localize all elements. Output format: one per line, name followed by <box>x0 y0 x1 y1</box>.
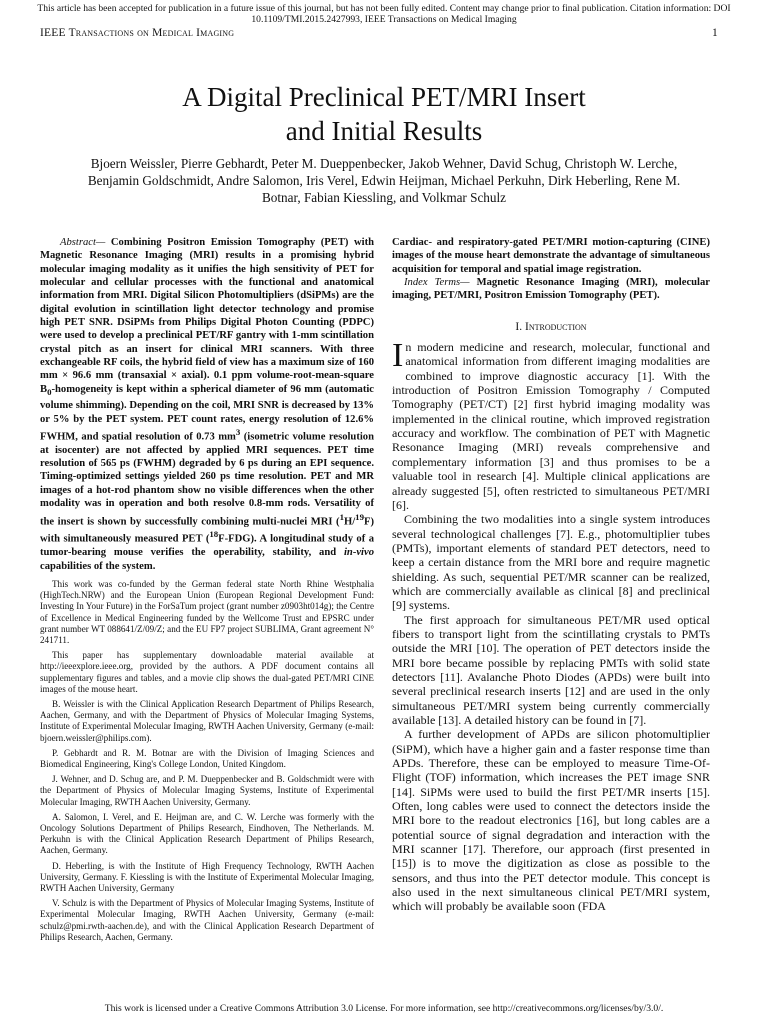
footnote-funding: This work was co-funded by the German federal state North Rhine Westphalia (HighTech.NRW) and the European Union (European Regional Development Fund: Investing In Your Future) in the ForSaTum project (grant number z0903ht014g); the Centre of Excellence in Medical Engineering funded by the Wellcome Trust and EPSRC under grant number WT 088641/Z/09/Z; and the EU FP7 project SUBLIMA, Grant agreement N° 241711. <box>40 578 374 645</box>
abstract-continued: Cardiac- and respiratory-gated PET/MRI motion-capturing (CINE) images of the mouse heart demonstrate the advantage of simultaneous acquisition for temporal and spatial image registration. <box>392 237 710 275</box>
license-footer: This work is licensed under a Creative Commons Attribution 3.0 License. For more information, see http://creativecommons.org/licenses/by/3.0/. <box>104 1003 664 1014</box>
page-number: 1 <box>712 27 718 39</box>
abstract-sup-1: 1 <box>339 511 344 522</box>
paper-title <box>40 80 728 148</box>
abstract <box>40 236 374 573</box>
abstract-sub-b0: 0 <box>47 386 52 397</box>
abstract-text-a: Combining Positron Emission Tomography (PET) with Magnetic Resonance Imaging (MRI) results in a promising hybrid molecular imaging modality as it unifies the high sensitivity of PET for molecular and cellular processes with the functional and anatomical information from MRI. Digital Silicon Photomultipliers (dSiPMs) are the digital evolution in scintillation light detector technology and promise high PET SNR. DSiPMs from Philips Digital Photon Counting (PDPC) were used to develop a preclinical PET/RF gantry with 1-mm scintillation crystal pitch as an insert for clinical MRI scanners. With three exchangeable RF coils, the hybrid field of view has a maximum size of 160 mm × 96.6 mm (transaxial × axial). 0.1 ppm volume-root-mean-square B <box>40 237 374 395</box>
introduction-body <box>392 337 710 914</box>
footnote-affiliation: J. Wehner, and D. Schug are, and P. M. Dueppenbecker and B. Goldschmidt were with the Department of Physics of Molecular Imaging Systems, Institute of Experimental Molecular Imaging, RWTH Aachen University, Germany. <box>40 774 374 807</box>
abstract-text-b: -homogeneity is kept within a spherical diameter of 96 mm (automatic volume shimming). Depending on the coil, MRI SNR is decreased by 13% or 5% by the PET system. PET count rates, energy resolution of 12.6% FWHM, and spatial resolution of 0.73 mm <box>40 383 374 443</box>
abstract-invivo: in-vivo <box>343 547 374 559</box>
abstract-text-f: F-FDG). A longitudinal study of a tumor-bearing mouse verifies the operability, stability, and <box>40 533 374 559</box>
intro-paragraph-3: The first approach for simultaneous PET/MR used optical fibers to transport light from the scintillating crystals to PMTs outside the MRI [10]. The operation of PET detectors inside the MRI bore became possible by replacing PMTs with solid state detectors [11]. Avalanche Photo Diodes (APDs) were built into several preclinical research inserts [12] and are used in the only simultaneous PET/MRI system being currently commercially available [13]. A detailed history can be found in [7]. <box>392 612 710 727</box>
publication-notice: This article has been accepted for publication in a future issue of this journal, but has not been fully edited. Content may change prior to final publication. Citation information: DOI 10.1109/TMI.2015.2427993, IEEE Transactions on Medical Imaging <box>37 3 731 25</box>
footnote-affiliation: P. Gebhardt and R. M. Botnar are with the Division of Imaging Sciences and Biomedical Engineering, King's College London, United Kingdom. <box>40 747 374 769</box>
index-terms-text: Magnetic Resonance Imaging (MRI), molecular imaging, PET/MRI, Positron Emission Tomography (PET). <box>392 277 710 302</box>
abstract-sup-19: 19 <box>355 511 364 522</box>
abstract-text-g: capabilities of the system. <box>40 560 156 572</box>
abstract-text-c: (isometric volume resolution at isocenter) are not affected by applied MRI sequences. PET time resolution of 565 ps (FWHM) degraded by 6 ps during an EPI sequence. Timing-optimized settings yielded 260 ps time resolution. PET and MR images of a hot-rod phantom show no visible differences when the other modality was in operation and both resolve 0.8-mm rods. Versatility of the insert is shown by successfully combining multi-nuclei MRI ( <box>40 431 374 528</box>
journal-name: IEEE Transactions on Medical Imaging <box>40 27 235 39</box>
intro-paragraph-4: A further development of APDs are silicon photomultiplier (SiPM), which have a higher gain and a faster response time than APDs. Therefore, these can be employed to measure Time-Of-Flight (TOF) information, which increases the PET image SNR [14]. SiPMs were used to build the first PET/MR inserts [15]. Often, long cables were used to connect the detectors inside the MRI bore to the readout electronics [16], but long cables are a potential source of signal degradation and interaction with the MRI scanner [17]. Therefore, our approach (first presented in [15]) is to move the digitization as close as possible to the sensors, and thus into the PET detector module. This concept is also used in the next simultaneous clinical PET/MRI system, which will probably be available soon (FDA <box>392 727 710 914</box>
section-title: Introduction <box>524 320 587 333</box>
intro-paragraph-2: Combining the two modalities into a single system introduces several technological challenges [7]. E.g., photomultiplier tubes (PMTs), important elements of standard PET detectors, need to keep a certain distance from the MRI bore and require magnetic shielding. As such, sequential PET/MR scanner can be realized, which are commercially available as clinical [8] and preclinical [9] systems. <box>392 512 710 613</box>
intro-p1-text: n modern medicine and research, molecular, functional and anatomical information from different imaging modalities are combined to improve diagnostic accuracy [1]. With the introduction of Positron Emission Tomography / Computed Tomography (PET/CT) [2] first hybrid imaging modality was implemented in the clinical routine, which improved registration accuracy and workflow. The combination of PET with Magnetic Resonance Imaging (MRI) reveals comprehensive and complementary information [3] and thus promises to be a valuable tool in research [4]. Multiple clinical applications are already suggested [5], often restricted to simultaneous PET/MRI [6]. <box>392 340 710 512</box>
footnotes <box>40 579 374 943</box>
title-line-2: and Initial Results <box>285 116 483 146</box>
running-header <box>40 27 718 39</box>
abstract-sup-18: 18 <box>209 529 219 540</box>
section-number: I. <box>515 320 523 333</box>
footnote-affiliation: B. Weissler is with the Clinical Application Research Department of Philips Research, Aachen, Germany, and with the Department of Physics of Molecular Imaging Systems, Institute of Experimental Molecular Imaging, RWTH Aachen University, Germany (e-mail: bjoern.weissler@philips.com). <box>40 698 374 743</box>
intro-paragraph-1 <box>392 337 710 512</box>
abstract-sup-3: 3 <box>235 426 241 437</box>
abstract-lead: Abstract— <box>60 237 106 248</box>
right-column <box>392 236 710 914</box>
footnote-supplementary: This paper has supplementary downloadable material available at http://ieeexplore.ieee.org, provided by the authors. A PDF document contains all supplementary figures and tables, and a movie clip shows the dual-gated PET/MRI CINE images of the mouse heart. <box>40 650 374 694</box>
abstract-text-d: H/ <box>343 516 356 528</box>
index-terms <box>392 276 710 303</box>
footnote-affiliation: A. Salomon, I. Verel, and E. Heijman are, and C. W. Lerche was formerly with the Oncology Solutions Department of Philips Research, Eindhoven, The Netherlands. M. Perkuhn is with the Clinical Application Research Department of Philips Research, Aachen, Germany. <box>40 811 374 856</box>
title-line-1: A Digital Preclinical PET/MRI Insert <box>182 82 586 112</box>
drop-cap: I <box>392 337 404 375</box>
index-terms-lead: Index Terms— <box>404 277 470 289</box>
left-column <box>40 236 374 947</box>
author-list: Bjoern Weissler, Pierre Gebhardt, Peter M. Dueppenbecker, Jakob Wehner, David Schug, Christoph W. Lerche, Benjamin Goldschmidt, Andre Salomon, Iris Verel, Edwin Heijman, Michael Perkuhn, Dirk Heberling, Rene M. Botnar, Fabian Kiessling, and Volkmar Schulz <box>87 156 681 205</box>
footnote-affiliation: D. Heberling, is with the Institute of High Frequency Technology, RWTH Aachen University, Germany. F. Kiessling is with the Institute of Experimental Molecular Imaging, RWTH Aachen University, Germany <box>40 860 374 894</box>
footnote-affiliation: V. Schulz is with the Department of Physics of Molecular Imaging Systems, Institute of Experimental Molecular Imaging, RWTH Aachen University, Germany (e-mail: schulz@pmi.rwth-aachen.de), and with the Clinical Application Research Department of Philips Research, Aachen, Germany. <box>40 898 374 942</box>
abstract-text-e: F) with simultaneously measured PET ( <box>40 516 374 545</box>
section-heading <box>392 321 710 334</box>
